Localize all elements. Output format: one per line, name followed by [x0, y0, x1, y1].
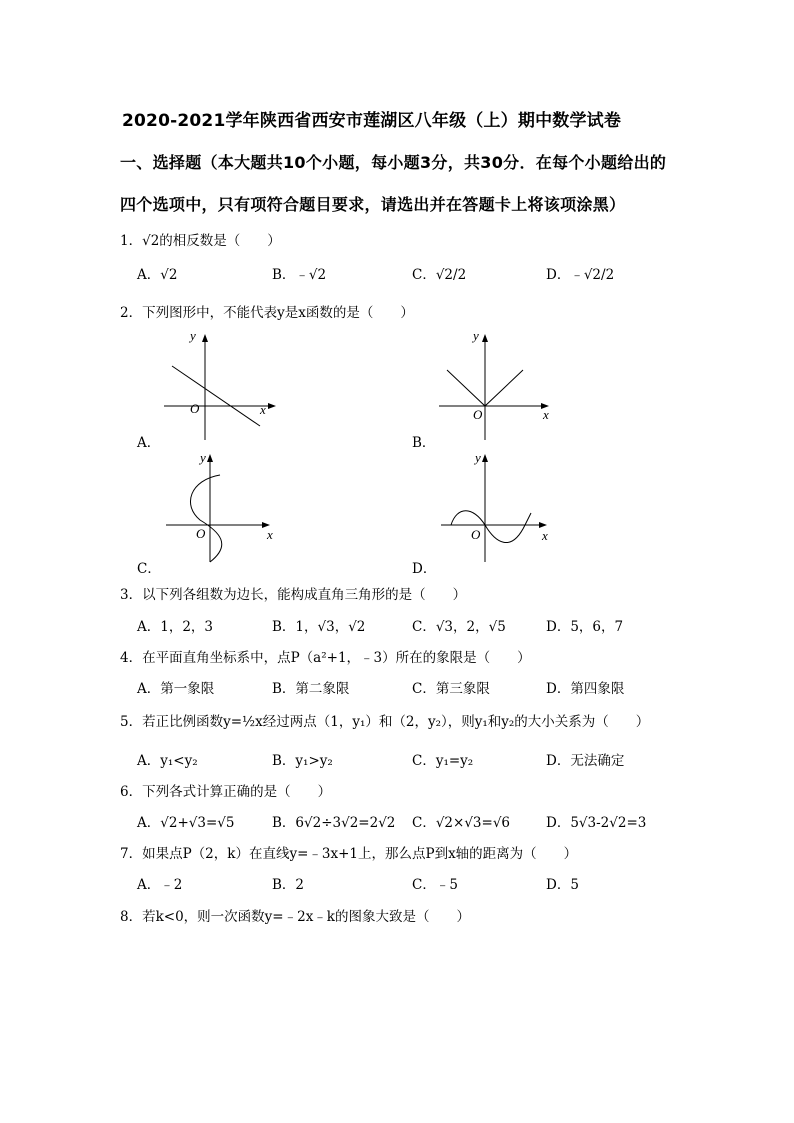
graph-b-origin-label: O [473, 407, 483, 422]
question-3-stem: 3．以下列各组数为边长，能构成直角三角形的是（ ） [120, 587, 467, 603]
graph-a-curve [172, 366, 260, 426]
graph-c-origin-label: O [196, 526, 206, 541]
question-2-option-c[interactable]: C． [137, 561, 161, 577]
question-8-stem: 8．若k<0，则一次函数y=﹣2x﹣k的图象大致是（ ） [120, 909, 470, 925]
graph-b-y-arrow [482, 334, 488, 342]
section-heading-line1: 一、选择题（本大题共10个小题，每小题3分，共30分．在每个小题给出的 [120, 153, 667, 172]
graph-a-x-arrow [268, 403, 276, 409]
page-title: 2020-2021学年陕西省西安市莲湖区八年级（上）期中数学试卷 [122, 111, 622, 131]
graph-a-y-label: y [190, 328, 196, 343]
question-7-option-b[interactable]: B．2 [272, 877, 305, 893]
graph-a-x-label: x [260, 402, 266, 417]
question-1-option-b[interactable]: B．﹣√2 [272, 267, 327, 283]
graph-a-y-arrow [202, 334, 208, 342]
question-4-option-a[interactable]: A．第一象限 [137, 681, 215, 697]
graph-d-curve [451, 511, 531, 543]
question-3-option-b[interactable]: B．1，√3，√2 [272, 619, 366, 635]
question-5-option-d[interactable]: D．无法确定 [546, 753, 625, 769]
question-2-stem: 2．下列图形中，不能代表y是x函数的是（ ） [120, 305, 414, 321]
graph-c [160, 450, 280, 572]
graph-c-curve [190, 475, 221, 562]
question-4-option-c[interactable]: C．第三象限 [412, 681, 490, 697]
graph-d [435, 450, 555, 572]
question-6-stem: 6．下列各式计算正确的是（ ） [120, 784, 332, 800]
graph-d-origin-label: O [471, 527, 481, 542]
graph-a-origin-label: O [190, 401, 200, 416]
question-1-stem: 1．√2的相反数是（ ） [120, 233, 281, 249]
question-5-option-c[interactable]: C．y₁=y₂ [412, 753, 474, 769]
graph-d-y-label: y [475, 450, 481, 465]
graph-b-y-label: y [473, 328, 479, 343]
question-7-option-c[interactable]: C．﹣5 [412, 877, 458, 893]
question-1-option-a[interactable]: A．√2 [137, 267, 178, 283]
question-5-option-a[interactable]: A．y₁<y₂ [137, 753, 198, 769]
question-4-option-b[interactable]: B．第二象限 [272, 681, 350, 697]
graph-b-x-label: x [543, 407, 549, 422]
section-heading-line2: 四个选项中，只有项符合题目要求，请选出并在答题卡上将该项涂黑） [120, 195, 626, 214]
graph-d-y-arrow [482, 454, 488, 462]
graph-c-x-label: x [267, 527, 273, 542]
question-6-option-c[interactable]: C．√2×√3=√6 [412, 815, 511, 831]
question-3-option-d[interactable]: D．5，6，7 [546, 619, 624, 635]
question-6-option-b[interactable]: B．6√2÷3√2=2√2 [272, 815, 396, 831]
graph-c-y-arrow [207, 454, 213, 462]
question-6-option-a[interactable]: A．√2+√3=√5 [137, 815, 235, 831]
question-2-option-d[interactable]: D． [412, 561, 437, 577]
question-2-option-b[interactable]: B． [412, 435, 436, 451]
question-3-option-c[interactable]: C．√3，2，√5 [412, 619, 506, 635]
question-5-option-b[interactable]: B．y₁>y₂ [272, 753, 333, 769]
graph-c-y-label: y [200, 450, 206, 465]
question-1-option-c[interactable]: C．√2/2 [412, 267, 467, 283]
graph-a [160, 326, 280, 448]
question-7-option-a[interactable]: A．﹣2 [137, 877, 183, 893]
question-4-stem: 4．在平面直角坐标系中，点P（a²+1，﹣3）所在的象限是（ ） [120, 650, 531, 666]
question-1-option-d[interactable]: D．﹣√2/2 [546, 267, 615, 283]
question-7-option-d[interactable]: D．5 [546, 877, 579, 893]
graph-b [435, 326, 555, 448]
question-4-option-d[interactable]: D．第四象限 [546, 681, 625, 697]
question-6-option-d[interactable]: D．5√3-2√2=3 [546, 815, 647, 831]
question-2-option-a[interactable]: A． [137, 435, 161, 451]
question-3-option-a[interactable]: A．1，2，3 [137, 619, 214, 635]
question-5-stem: 5．若正比例函数y=½x经过两点（1，y₁）和（2，y₂），则y₁和y₂的大小关系为（ ） [120, 714, 650, 730]
graph-d-x-label: x [542, 528, 548, 543]
question-7-stem: 7．如果点P（2，k）在直线y=﹣3x+1上，那么点P到x轴的距离为（ ） [120, 846, 578, 862]
